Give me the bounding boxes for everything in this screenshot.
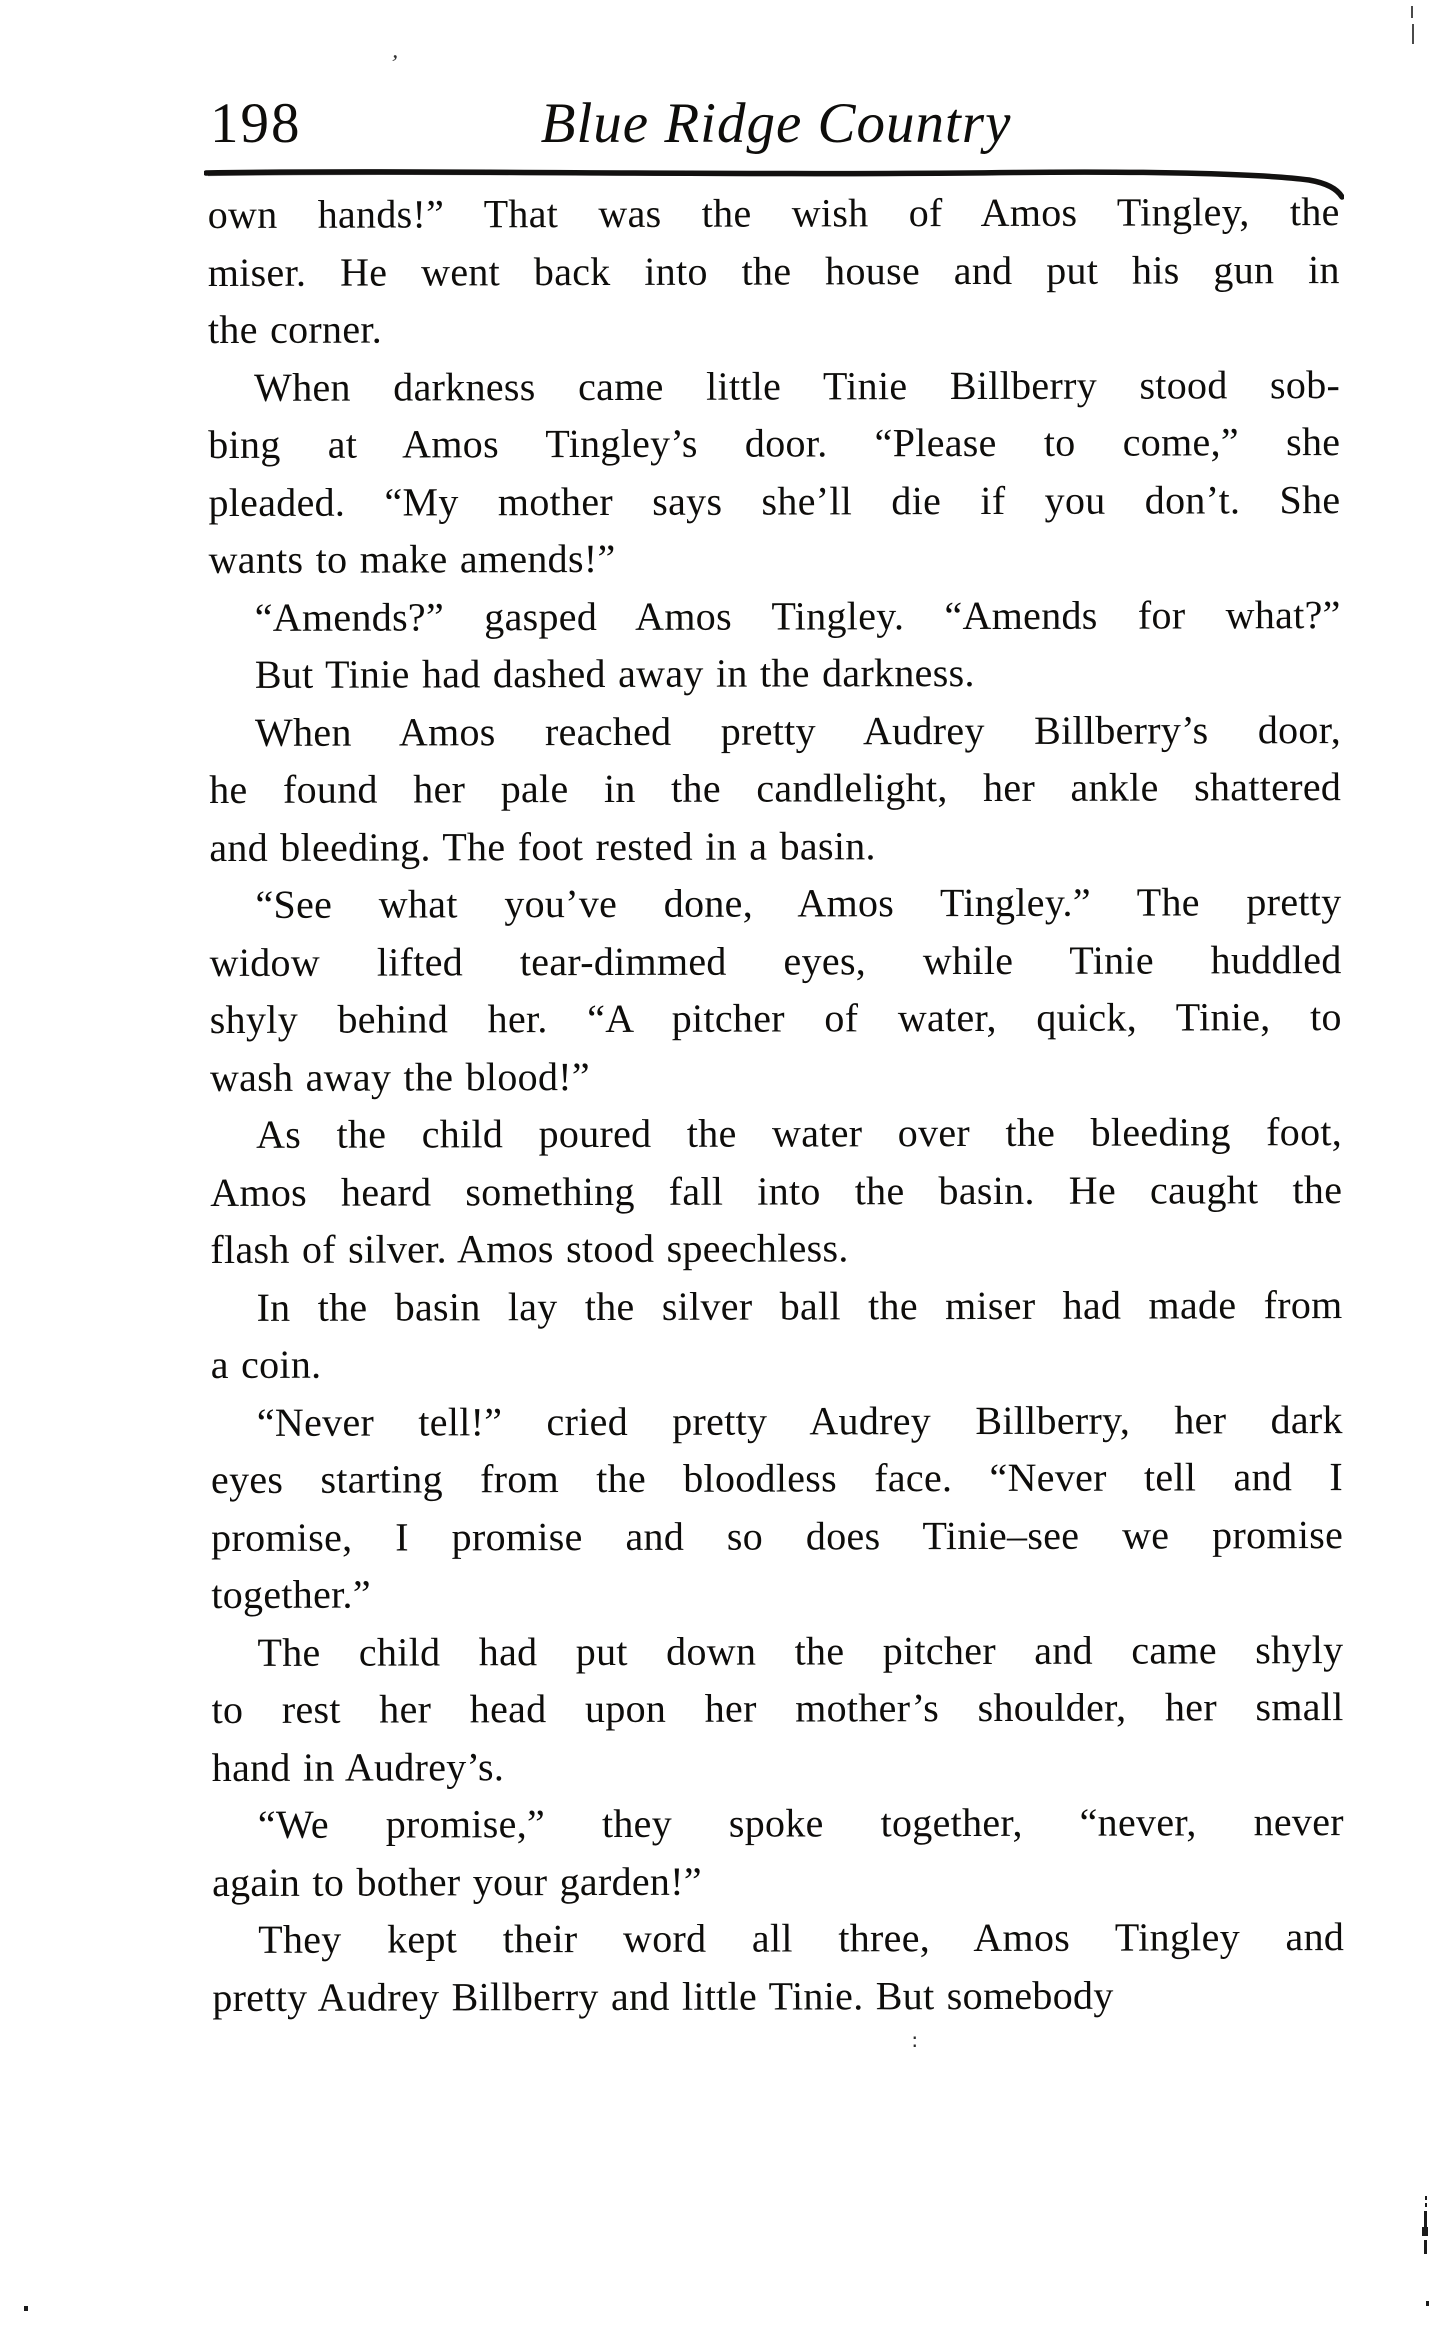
text-line: As the child poured the water over the bleeding foot, — [256, 1109, 1343, 1157]
text-line: promise, I promise and so does Tinie–see we promise — [211, 1511, 1344, 1560]
ink-speck — [1411, 6, 1413, 18]
text-line: flash of silver. Amos stood speechless. — [210, 1225, 849, 1272]
ink-speck: ∶ — [912, 2030, 918, 2054]
text-line: When darkness came little Tinie Billberry stood sob- — [254, 361, 1341, 410]
text-line: the corner. — [207, 306, 383, 353]
text-line: In the basin lay the silver ball the miser had made from — [256, 1281, 1343, 1330]
ink-speck — [1425, 2203, 1427, 2207]
ink-speck — [1422, 2227, 1428, 2236]
text-line: together.” — [211, 1571, 371, 1617]
ink-speck: ’ — [388, 50, 400, 78]
text-line: The child had put down the pitcher and came shyly — [257, 1626, 1344, 1675]
text-line: and bleeding. The foot rested in a basin. — [209, 822, 876, 870]
text-line: “See what you’ve done, Amos Tingley.” The pretty — [255, 879, 1342, 927]
text-line: hand in Audrey’s. — [211, 1743, 505, 1790]
text-line: wants to make amends!” — [208, 535, 616, 583]
text-line: miser. He went back into the house and put his gun in — [207, 246, 1340, 295]
text-line: widow lifted tear-dimmed eyes, while Tinie huddled — [209, 936, 1342, 985]
page-number: 198 — [210, 92, 302, 155]
text-line: eyes starting from the bloodless face. “Never tell and I — [210, 1454, 1344, 1502]
ink-speck — [1424, 2211, 1427, 2227]
ink-speck — [1426, 2301, 1429, 2306]
text-line: bing at Amos Tingley’s door. “Please to come,” she — [208, 419, 1341, 468]
text-line: wash away the blood!” — [209, 1053, 590, 1100]
text-line: shyly behind her. “A pitcher of water, quick, Tinie, to — [209, 994, 1342, 1043]
running-title: Blue Ridge Country — [540, 92, 1012, 155]
text-line: again to bother your garden!” — [211, 1858, 702, 1905]
text-line: to rest her head upon her mother’s shoulder, her small — [211, 1684, 1344, 1732]
page-text — [208, 183, 1345, 2026]
ink-speck — [1412, 24, 1414, 44]
text-line: pretty Audrey Billberry and little Tinie. But somebody — [212, 1972, 1114, 2020]
ink-speck — [24, 2306, 28, 2311]
text-line: “Amends?” gasped Amos Tingley. “Amends for what?” — [254, 591, 1341, 640]
ink-speck — [1425, 2196, 1427, 2200]
running-head — [210, 88, 1342, 155]
text-line: a coin. — [210, 1341, 322, 1387]
text-line: pleaded. “My mother says she’ll die if you don’t. She — [208, 476, 1341, 525]
text-line: he found her pale in the candlelight, her ankle shattered — [209, 764, 1342, 813]
text-line: But Tinie had dashed away in the darkness. — [254, 649, 975, 697]
text-line: “We promise,” they spoke together, “never, never — [257, 1799, 1344, 1847]
text-line: They kept their word all three, Amos Tingley and — [258, 1914, 1345, 1962]
text-line: When Amos reached pretty Audrey Billberry’s door, — [254, 706, 1342, 755]
ink-speck — [1424, 2240, 1427, 2254]
text-line: Amos heard something fall into the basin. He caught the — [210, 1166, 1343, 1215]
text-line: “Never tell!” cried pretty Audrey Billberry, her dark — [256, 1396, 1343, 1445]
text-line: own hands!” That was the wish of Amos Tingley, the — [207, 189, 1340, 238]
